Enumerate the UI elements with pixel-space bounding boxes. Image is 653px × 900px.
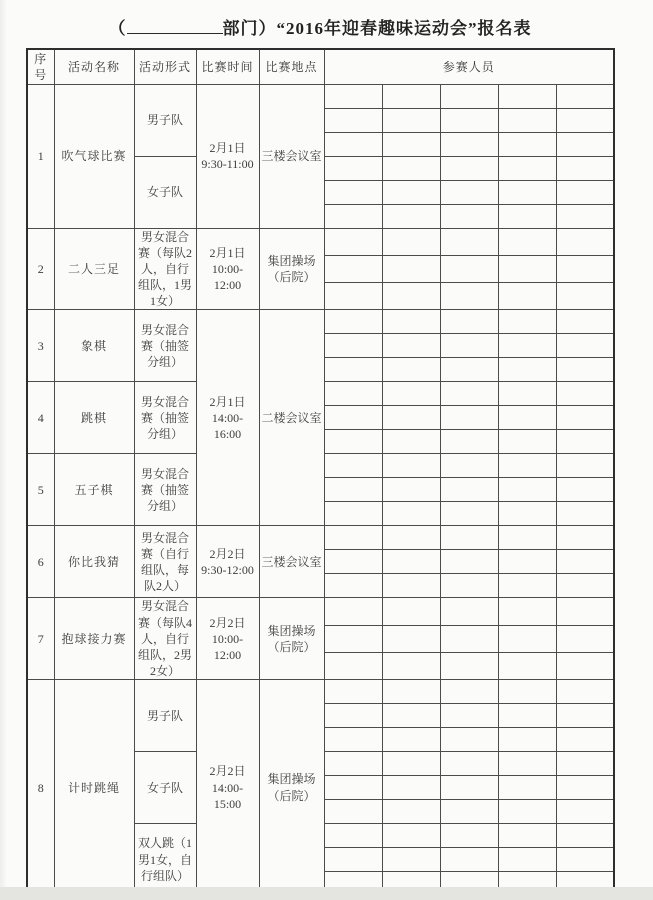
activity-form-cell-2: 双人跳（1男1女，自行组队） — [134, 824, 196, 896]
participant-blank-cell — [324, 478, 382, 502]
participant-blank-cell — [556, 156, 614, 180]
activity-name-cell: 吹气球比赛 — [54, 84, 134, 228]
participant-blank-cell — [498, 752, 556, 776]
participant-blank-cell — [556, 478, 614, 502]
participant-blank-cell — [440, 653, 498, 680]
participant-blank-cell — [324, 776, 382, 800]
participant-blank-cell — [498, 680, 556, 704]
col-header-3: 比赛时间 — [196, 49, 259, 84]
participant-blank-cell — [382, 598, 440, 625]
participant-blank-cell — [324, 156, 382, 180]
time-cell: 2月2日 14:00-15:00 — [196, 680, 259, 896]
participant-blank-cell — [382, 180, 440, 204]
participant-blank-cell — [556, 228, 614, 255]
participant-blank-cell — [440, 680, 498, 704]
participant-blank-cell — [556, 848, 614, 872]
participant-blank-cell — [382, 283, 440, 310]
participant-blank-cell — [382, 625, 440, 652]
participant-blank-cell — [556, 180, 614, 204]
participant-blank-cell — [498, 283, 556, 310]
participant-blank-cell — [498, 180, 556, 204]
participant-blank-cell — [440, 478, 498, 502]
participant-blank-cell — [440, 108, 498, 132]
time-cell: 2月2日 9:30-12:00 — [196, 526, 259, 598]
col-header-0: 序号 — [27, 49, 54, 84]
participant-blank-cell — [440, 752, 498, 776]
participant-blank-cell — [324, 334, 382, 358]
participant-blank-cell — [382, 574, 440, 598]
participant-blank-cell — [382, 334, 440, 358]
participant-blank-cell — [324, 752, 382, 776]
participant-blank-cell — [324, 132, 382, 156]
participant-blank-cell — [498, 382, 556, 406]
seq-cell-3: 3 — [27, 310, 54, 382]
seq-cell-5: 5 — [27, 454, 54, 526]
participant-blank-cell — [382, 653, 440, 680]
participant-blank-cell — [324, 625, 382, 652]
participant-blank-cell — [382, 526, 440, 550]
scan-edge-shading — [0, 0, 7, 900]
time-cell: 2月1日 9:30-11:00 — [196, 84, 259, 228]
activity-name-cell: 抱球接力赛 — [54, 598, 134, 680]
participant-blank-cell — [498, 526, 556, 550]
participant-blank-cell — [324, 574, 382, 598]
participant-blank-cell — [556, 625, 614, 652]
participant-blank-cell — [556, 800, 614, 824]
participant-blank-cell — [498, 625, 556, 652]
participant-blank-cell — [440, 228, 498, 255]
participant-blank-cell — [556, 204, 614, 228]
header-row — [27, 49, 614, 84]
location-cell: 集团操场（后院） — [259, 680, 324, 896]
registration-table — [26, 48, 615, 897]
participant-blank-cell — [498, 728, 556, 752]
participant-blank-cell — [324, 502, 382, 526]
seq-cell-2: 2 — [27, 228, 54, 310]
participant-blank-cell — [556, 334, 614, 358]
col-header-4: 比赛地点 — [259, 49, 324, 84]
participant-blank-cell — [498, 776, 556, 800]
activity-name-cell: 你比我猜 — [54, 526, 134, 598]
participant-blank-cell — [440, 255, 498, 282]
participant-blank-cell — [324, 653, 382, 680]
participant-blank-cell — [556, 776, 614, 800]
participant-blank-cell — [498, 108, 556, 132]
participant-blank-cell — [556, 550, 614, 574]
activity-name-cell: 跳棋 — [54, 382, 134, 454]
participant-blank-cell — [556, 653, 614, 680]
participant-blank-cell — [440, 358, 498, 382]
participant-blank-cell — [382, 502, 440, 526]
scan-bottom-edge — [0, 887, 653, 900]
participant-blank-cell — [324, 598, 382, 625]
participant-blank-cell — [324, 680, 382, 704]
seq-cell-8: 8 — [27, 680, 54, 896]
participant-blank-cell — [498, 255, 556, 282]
participant-blank-cell — [382, 680, 440, 704]
participant-blank-cell — [382, 255, 440, 282]
location-cell: 三楼会议室 — [259, 526, 324, 598]
activity-form-cell-0: 男女混合赛（每队4人，自行组队，2男2女） — [134, 598, 196, 680]
participant-blank-cell — [440, 728, 498, 752]
activity-name-cell: 计时跳绳 — [54, 680, 134, 896]
col-header-2: 活动形式 — [134, 49, 196, 84]
participant-blank-cell — [324, 454, 382, 478]
activity-form-cell-0: 男女混合赛（抽签分组） — [134, 310, 196, 382]
participant-blank-cell — [440, 132, 498, 156]
department-blank-line — [127, 19, 223, 34]
participant-blank-cell — [324, 255, 382, 282]
participant-blank-cell — [440, 776, 498, 800]
participant-blank-cell — [382, 132, 440, 156]
participant-blank-cell — [498, 204, 556, 228]
activity-form-cell-0: 男子队 — [134, 680, 196, 752]
participant-blank-cell — [498, 574, 556, 598]
location-cell: 集团操场（后院） — [259, 228, 324, 310]
participant-blank-cell — [556, 108, 614, 132]
participant-blank-cell — [556, 680, 614, 704]
participant-blank-cell — [498, 502, 556, 526]
participant-blank-cell — [440, 800, 498, 824]
participant-blank-cell — [498, 598, 556, 625]
activity-name-cell: 二人三足 — [54, 228, 134, 310]
participant-blank-cell — [556, 598, 614, 625]
participant-blank-cell — [324, 204, 382, 228]
title-open-paren: （ — [108, 19, 127, 38]
participant-blank-cell — [556, 358, 614, 382]
table-row — [27, 84, 614, 108]
activity-name-cell: 象棋 — [54, 310, 134, 382]
participant-blank-cell — [382, 550, 440, 574]
participant-blank-cell — [556, 502, 614, 526]
participant-blank-cell — [382, 454, 440, 478]
participant-blank-cell — [440, 625, 498, 652]
participant-blank-cell — [440, 526, 498, 550]
title-text: 部门）“2016年迎春趣味运动会”报名表 — [222, 19, 532, 38]
participant-blank-cell — [498, 156, 556, 180]
participant-blank-cell — [440, 824, 498, 848]
participant-blank-cell — [556, 382, 614, 406]
participant-blank-cell — [556, 406, 614, 430]
participant-blank-cell — [556, 84, 614, 108]
participant-blank-cell — [382, 430, 440, 454]
participant-blank-cell — [324, 824, 382, 848]
participant-blank-cell — [324, 848, 382, 872]
participant-blank-cell — [324, 406, 382, 430]
participant-blank-cell — [440, 430, 498, 454]
activity-form-cell-1: 女子队 — [134, 752, 196, 824]
participant-blank-cell — [382, 776, 440, 800]
participant-blank-cell — [324, 704, 382, 728]
participant-blank-cell — [556, 824, 614, 848]
participant-blank-cell — [324, 382, 382, 406]
time-cell: 2月1日 14:00-16:00 — [196, 310, 259, 526]
participant-blank-cell — [382, 108, 440, 132]
participant-blank-cell — [324, 526, 382, 550]
participant-blank-cell — [440, 334, 498, 358]
participant-blank-cell — [382, 848, 440, 872]
participant-blank-cell — [556, 752, 614, 776]
participant-blank-cell — [382, 382, 440, 406]
participant-blank-cell — [556, 310, 614, 334]
activity-name-cell: 五子棋 — [54, 454, 134, 526]
participant-blank-cell — [382, 228, 440, 255]
activity-form-cell-0: 男子队 — [134, 84, 196, 156]
participant-blank-cell — [382, 406, 440, 430]
participant-blank-cell — [324, 358, 382, 382]
participant-blank-cell — [556, 255, 614, 282]
participant-blank-cell — [382, 728, 440, 752]
participant-blank-cell — [498, 478, 556, 502]
participant-blank-cell — [440, 502, 498, 526]
participant-blank-cell — [498, 704, 556, 728]
activity-form-cell-0: 男女混合赛（抽签分组） — [134, 454, 196, 526]
participant-blank-cell — [498, 358, 556, 382]
table-row — [27, 228, 614, 255]
table-body — [27, 84, 614, 896]
participant-blank-cell — [556, 132, 614, 156]
participant-blank-cell — [382, 204, 440, 228]
participant-blank-cell — [382, 704, 440, 728]
participant-blank-cell — [556, 430, 614, 454]
participant-blank-cell — [498, 228, 556, 255]
participant-blank-cell — [556, 704, 614, 728]
table-header — [27, 49, 614, 84]
col-header-5: 参赛人员 — [324, 49, 614, 84]
participant-blank-cell — [382, 478, 440, 502]
time-cell: 2月2日 10:00-12:00 — [196, 598, 259, 680]
location-cell: 集团操场（后院） — [259, 598, 324, 680]
participant-blank-cell — [324, 430, 382, 454]
table-row — [27, 598, 614, 625]
location-cell: 三楼会议室 — [259, 84, 324, 228]
participant-blank-cell — [324, 728, 382, 752]
participant-blank-cell — [440, 598, 498, 625]
participant-blank-cell — [440, 204, 498, 228]
participant-blank-cell — [556, 728, 614, 752]
participant-blank-cell — [324, 283, 382, 310]
seq-cell-4: 4 — [27, 382, 54, 454]
activity-form-cell-1: 女子队 — [134, 156, 196, 228]
participant-blank-cell — [498, 132, 556, 156]
participant-blank-cell — [440, 180, 498, 204]
participant-blank-cell — [440, 382, 498, 406]
participant-blank-cell — [556, 454, 614, 478]
participant-blank-cell — [556, 283, 614, 310]
participant-blank-cell — [382, 752, 440, 776]
table-row — [27, 526, 614, 550]
participant-blank-cell — [440, 454, 498, 478]
seq-cell-7: 7 — [27, 598, 54, 680]
participant-blank-cell — [324, 84, 382, 108]
activity-form-cell-0: 男女混合赛（自行组队，每队2人） — [134, 526, 196, 598]
participant-blank-cell — [498, 848, 556, 872]
seq-cell-1: 1 — [27, 84, 54, 228]
participant-blank-cell — [382, 84, 440, 108]
participant-blank-cell — [556, 574, 614, 598]
participant-blank-cell — [440, 848, 498, 872]
time-cell: 2月1日 10:00-12:00 — [196, 228, 259, 310]
participant-blank-cell — [324, 108, 382, 132]
participant-blank-cell — [324, 800, 382, 824]
participant-blank-cell — [498, 406, 556, 430]
participant-blank-cell — [324, 550, 382, 574]
seq-cell-6: 6 — [27, 526, 54, 598]
participant-blank-cell — [324, 228, 382, 255]
activity-form-cell-0: 男女混合赛（每队2人，自行组队，1男1女） — [134, 228, 196, 310]
participant-blank-cell — [440, 310, 498, 334]
participant-blank-cell — [440, 550, 498, 574]
participant-blank-cell — [498, 653, 556, 680]
participant-blank-cell — [382, 800, 440, 824]
participant-blank-cell — [382, 824, 440, 848]
participant-blank-cell — [382, 156, 440, 180]
participant-blank-cell — [498, 454, 556, 478]
participant-blank-cell — [324, 310, 382, 334]
participant-blank-cell — [440, 574, 498, 598]
participant-blank-cell — [440, 704, 498, 728]
participant-blank-cell — [498, 334, 556, 358]
participant-blank-cell — [498, 310, 556, 334]
col-header-1: 活动名称 — [54, 49, 134, 84]
activity-form-cell-0: 男女混合赛（抽签分组） — [134, 382, 196, 454]
participant-blank-cell — [498, 800, 556, 824]
location-cell: 二楼会议室 — [259, 310, 324, 526]
participant-blank-cell — [382, 310, 440, 334]
page-title — [0, 14, 640, 39]
table-row — [27, 680, 614, 704]
participant-blank-cell — [382, 358, 440, 382]
participant-blank-cell — [440, 156, 498, 180]
participant-blank-cell — [498, 550, 556, 574]
participant-blank-cell — [324, 180, 382, 204]
participant-blank-cell — [440, 406, 498, 430]
participant-blank-cell — [498, 824, 556, 848]
participant-blank-cell — [556, 526, 614, 550]
participant-blank-cell — [498, 430, 556, 454]
participant-blank-cell — [440, 84, 498, 108]
participant-blank-cell — [440, 283, 498, 310]
participant-blank-cell — [498, 84, 556, 108]
table-row — [27, 310, 614, 334]
